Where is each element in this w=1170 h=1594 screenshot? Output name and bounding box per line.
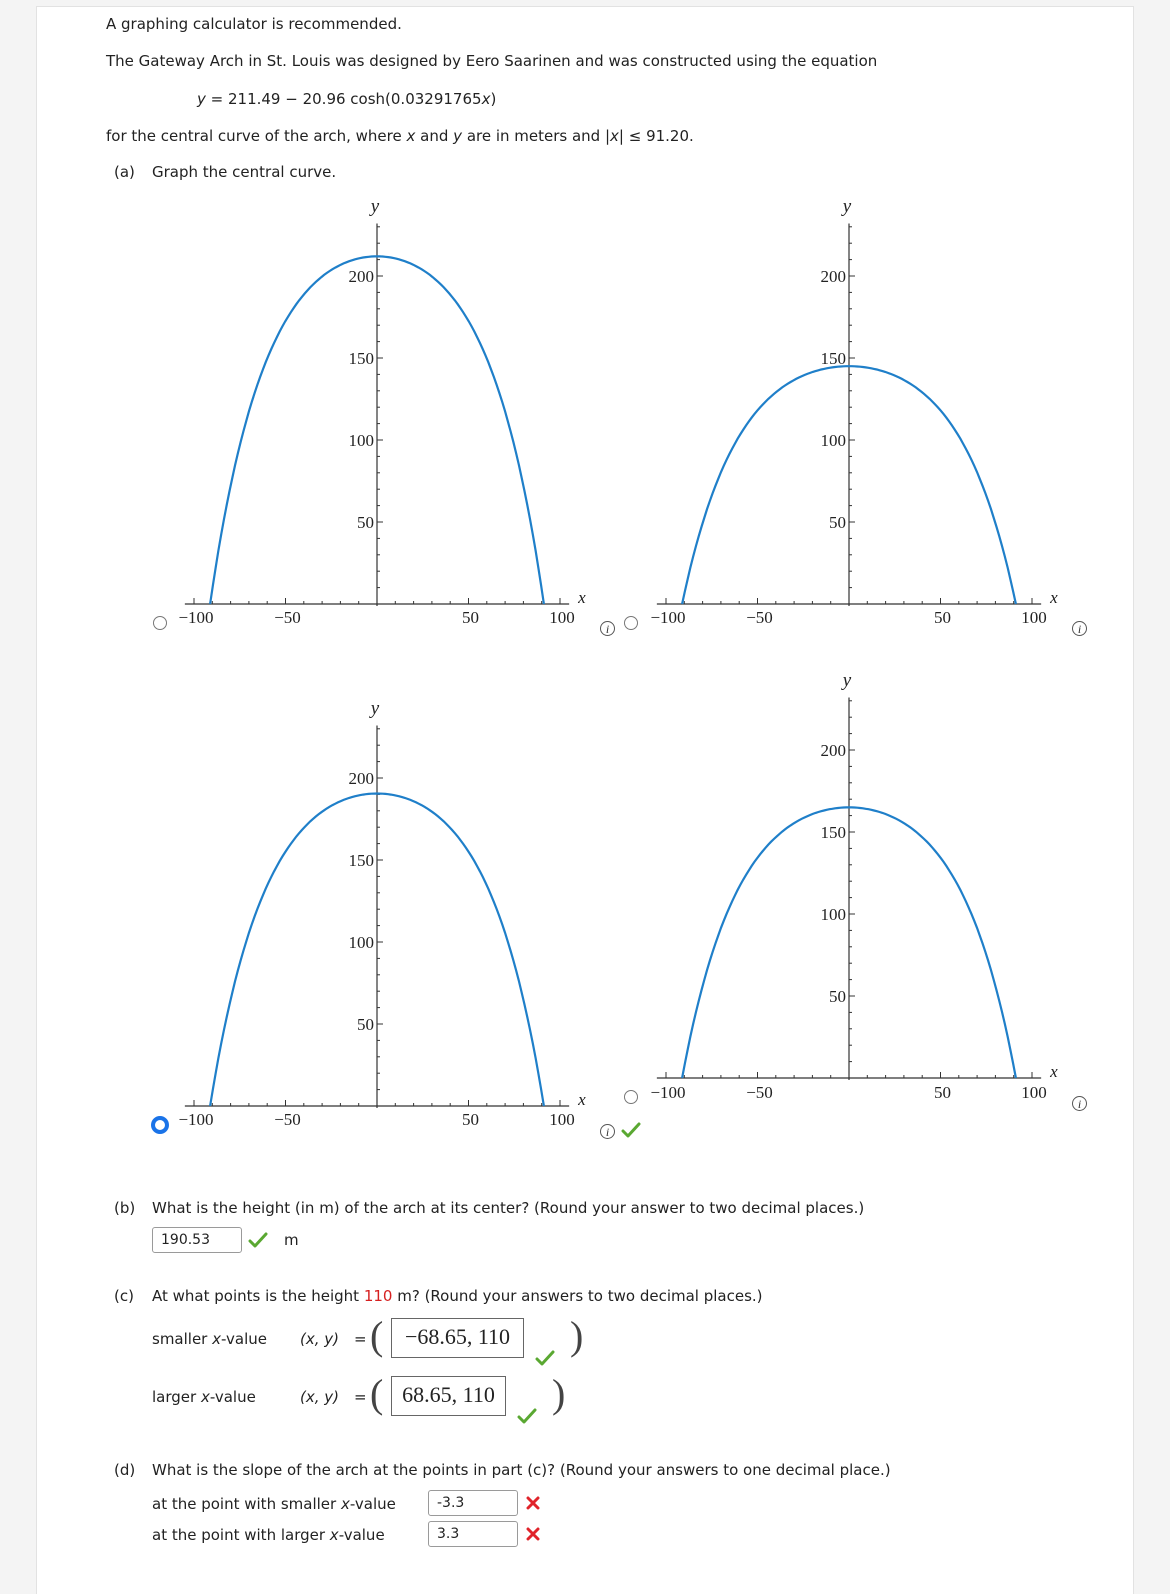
larger-x-label: larger x-value	[152, 1388, 256, 1406]
part-a-text: Graph the central curve.	[152, 163, 337, 181]
panel-3-x-tick-label: −50	[274, 1110, 301, 1129]
panel-4-y-tick-label: 50	[829, 987, 846, 1006]
panel-3-y-tick-label: 100	[348, 933, 374, 952]
panel-1-y-tick-label: 100	[348, 431, 374, 450]
panel-3-y-tick-label: 150	[348, 851, 374, 870]
xy-label: (x, y)	[300, 1330, 339, 1348]
graph-option-radio-1[interactable]	[153, 616, 167, 630]
panel-4-y-tick-label: 100	[820, 905, 846, 924]
panel-1-x-axis-label: x	[578, 588, 586, 607]
xy-label: (x, y)	[300, 1388, 339, 1406]
panel-3-y-axis-label: y	[370, 698, 380, 719]
panel-3-x-axis-label: x	[578, 1090, 586, 1109]
close-paren: )	[552, 1371, 566, 1416]
incorrect-x-icon	[526, 1496, 540, 1510]
graph-option-radio-4[interactable]	[624, 1090, 638, 1104]
equals-sign: =	[354, 1330, 367, 1348]
panel-2-y-axis-label: y	[842, 196, 852, 217]
correct-check-icon	[248, 1232, 268, 1248]
panel-2-y-tick-label: 50	[829, 513, 846, 532]
smaller-slope-input[interactable]: -3.3	[428, 1490, 518, 1516]
panel-2-y-tick-label: 200	[820, 267, 846, 286]
part-b-text: What is the height (in m) of the arch at its center? (Round your answer to two decimal places.)	[152, 1199, 865, 1217]
panel-1-y-tick-label: 50	[357, 513, 374, 532]
panel-4-x-tick-label: −100	[650, 1083, 686, 1102]
arch-equation: y = 211.49 − 20.96 cosh(0.03291765x)	[197, 90, 497, 108]
panel-3-x-tick-label: 100	[549, 1110, 575, 1129]
panel-4-y-tick-label: 200	[820, 741, 846, 760]
info-icon[interactable]: i	[600, 621, 615, 636]
larger-slope-input[interactable]: 3.3	[428, 1521, 518, 1547]
panel-4-x-tick-label: 50	[934, 1083, 951, 1102]
panel-4-x-tick-label: −50	[746, 1083, 773, 1102]
larger-slope-label: at the point with larger x-value	[152, 1526, 385, 1544]
panel-3-y-tick-label: 200	[348, 769, 374, 788]
panel-3-x-tick-label: −100	[178, 1110, 214, 1129]
part-d-label: (d)	[114, 1461, 136, 1479]
panel-2-x-tick-label: 100	[1021, 608, 1047, 627]
calculator-note: A graphing calculator is recommended.	[106, 15, 402, 33]
correct-check-icon	[621, 1122, 641, 1138]
panel-4-x-axis-label: x	[1050, 1062, 1058, 1081]
panel-4-y-tick-label: 150	[820, 823, 846, 842]
equals-sign: =	[354, 1388, 367, 1406]
panel-4-x-tick-label: 100	[1021, 1083, 1047, 1102]
panel-1-x-tick-label: 100	[549, 608, 575, 627]
larger-point-input[interactable]: 68.65, 110	[391, 1376, 506, 1416]
smaller-slope-label: at the point with smaller x-value	[152, 1495, 396, 1513]
correct-check-icon	[535, 1350, 555, 1366]
smaller-point-input[interactable]: −68.65, 110	[391, 1318, 524, 1358]
panel-2-x-tick-label: −50	[746, 608, 773, 627]
panel-3-y-tick-label: 50	[357, 1015, 374, 1034]
panel-1-y-tick-label: 150	[348, 349, 374, 368]
graph-option-radio-3[interactable]	[151, 1116, 169, 1134]
panel-1-x-tick-label: −100	[178, 608, 214, 627]
panel-3-x-tick-label: 50	[462, 1110, 479, 1129]
panel-1-y-tick-label: 200	[348, 267, 374, 286]
info-icon[interactable]: i	[1072, 621, 1087, 636]
domain-statement: for the central curve of the arch, where x and y are in meters and |x| ≤ 91.20.	[106, 127, 694, 145]
open-paren: (	[370, 1371, 384, 1416]
panel-2-y-tick-label: 150	[820, 349, 846, 368]
panel-4-y-axis-label: y	[842, 670, 852, 691]
info-icon[interactable]: i	[1072, 1096, 1087, 1111]
part-c-label: (c)	[114, 1287, 134, 1305]
part-c-text: At what points is the height 110 m? (Round your answers to two decimal places.)	[152, 1287, 763, 1305]
incorrect-x-icon	[526, 1527, 540, 1541]
part-b-label: (b)	[114, 1199, 136, 1217]
close-paren: )	[570, 1313, 584, 1358]
panel-2-x-tick-label: 50	[934, 608, 951, 627]
panel-1-x-tick-label: −50	[274, 608, 301, 627]
center-height-input[interactable]: 190.53	[152, 1227, 242, 1253]
unit-label: m	[284, 1231, 299, 1249]
part-d-text: What is the slope of the arch at the points in part (c)? (Round your answers to one decimal place.)	[152, 1461, 891, 1479]
panel-2-x-tick-label: −100	[650, 608, 686, 627]
graph-option-radio-2[interactable]	[624, 616, 638, 630]
info-icon[interactable]: i	[600, 1124, 615, 1139]
open-paren: (	[370, 1313, 384, 1358]
panel-1-y-axis-label: y	[370, 196, 380, 217]
problem-statement: The Gateway Arch in St. Louis was designed by Eero Saarinen and was constructed using the equation	[106, 52, 878, 70]
panel-2-y-tick-label: 100	[820, 431, 846, 450]
question-card	[36, 6, 1134, 1594]
smaller-x-label: smaller x-value	[152, 1330, 267, 1348]
panel-1-x-tick-label: 50	[462, 608, 479, 627]
part-a-label: (a)	[114, 163, 135, 181]
panel-2-x-axis-label: x	[1050, 588, 1058, 607]
correct-check-icon	[517, 1408, 537, 1424]
